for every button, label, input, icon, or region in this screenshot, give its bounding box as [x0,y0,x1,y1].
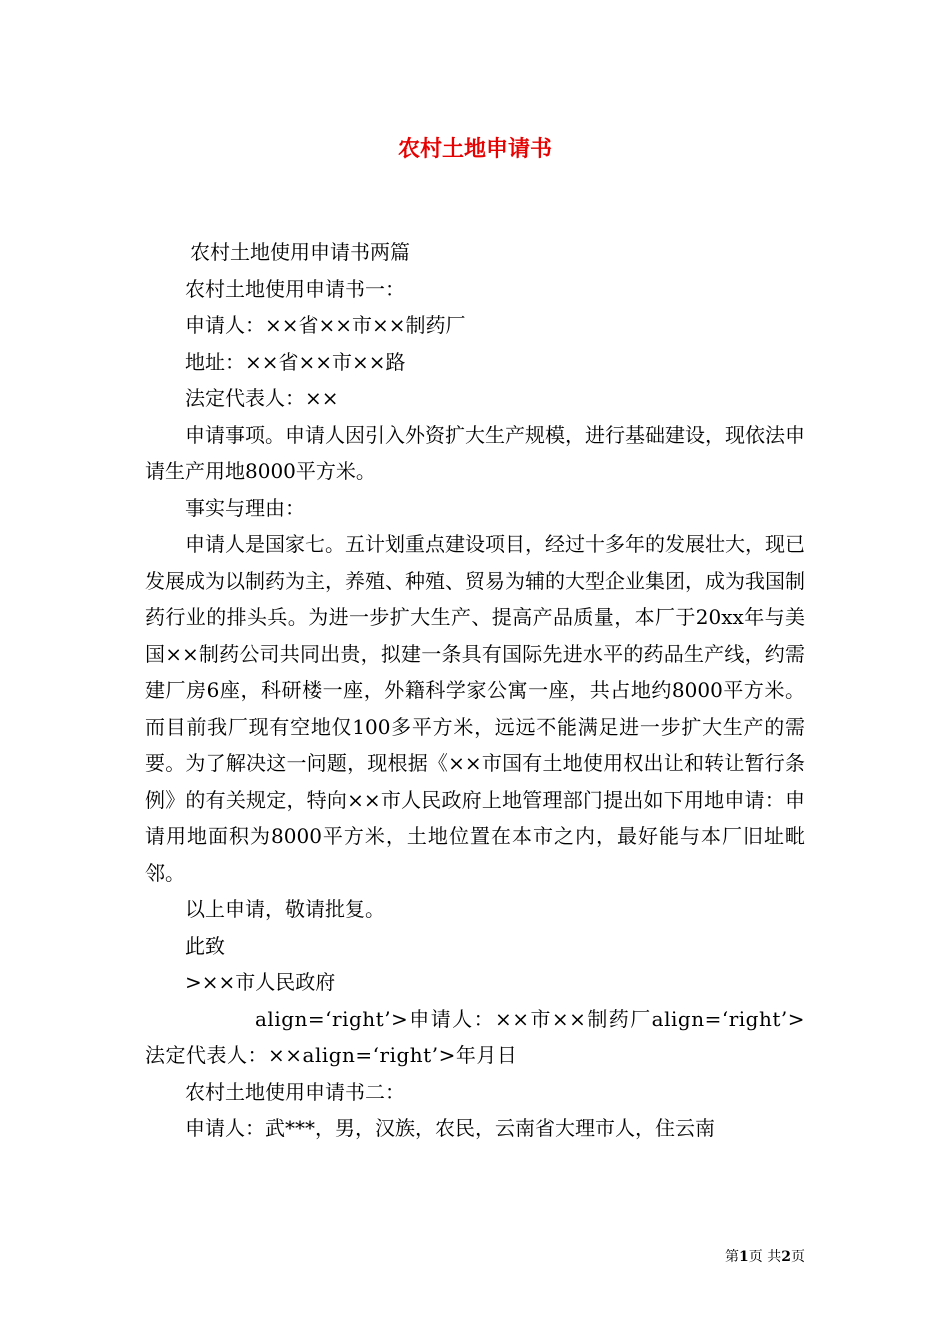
address-line: 地址：××省××市××路 [185,349,406,374]
application-matter-paragraph: 申请事项。申请人因引入外资扩大生产规模，进行基础建设，现依法申请生产用地8000平方米。 [145,422,805,483]
legal-representative-line: 法定代表人：×× [185,386,339,410]
applicant-line: 申请人：××省××市××制药厂 [185,313,466,337]
document-subtitle: 农村土地使用申请书两篇 [190,240,410,264]
footer-current-page: 1 [739,1249,749,1265]
footer-middle: 页 共 [748,1249,782,1265]
facts-paragraph: 申请人是国家七。五计划重点建设项目，经过十多年的发展壮大，现已发展成为以制药为主，养殖、种殖、贸易为辅的大型企业集团，成为我国制药行业的排头兵。为进一步扩大生产、提高产品质量，本厂于20xx年与美国××制药公司共同出贵，拟建一条具有国际先进水平的药品生产线，约需建厂房6座，科研楼一座，外籍科学家公寓一座，共占地约8000平方米。而目前我厂现有空地仅100多平方米，远远不能满足进一步扩大生产的需要。为了解决这一问题，现根据《××市国有土地使用权出让和转让暂行条例》的有关规定，特向××市人民政府上地管理部门提出如下用地申请：申请用地面积为8000平方米，土地位置在本市之内，最好能与本厂旧址毗邻。 [145,532,805,885]
applicant-two-line: 申请人：武***，男，汉族，农民，云南省大理市人，住云南 [185,1116,715,1140]
document-title: 农村土地申请书 [397,136,552,162]
document-body [145,234,805,1147]
recipient-line: >××市人民政府 [185,970,336,994]
salutation-line: 此致 [185,933,225,958]
signature-block: align=‘right’>申请人：××市××制药厂align=‘right’>法定代表人：××align=‘right’>年月日 [145,1006,805,1067]
facts-heading: 事实与理由： [185,495,305,520]
footer-suffix: 页 [791,1249,805,1265]
footer-total-pages: 2 [781,1249,791,1265]
footer-prefix: 第 [725,1249,740,1265]
section-heading-one: 农村土地使用申请书一： [185,276,405,301]
request-line: 以上申请，敬请批复。 [185,897,385,921]
section-heading-two: 农村土地使用申请书二： [185,1079,405,1104]
page-footer [725,1247,805,1267]
